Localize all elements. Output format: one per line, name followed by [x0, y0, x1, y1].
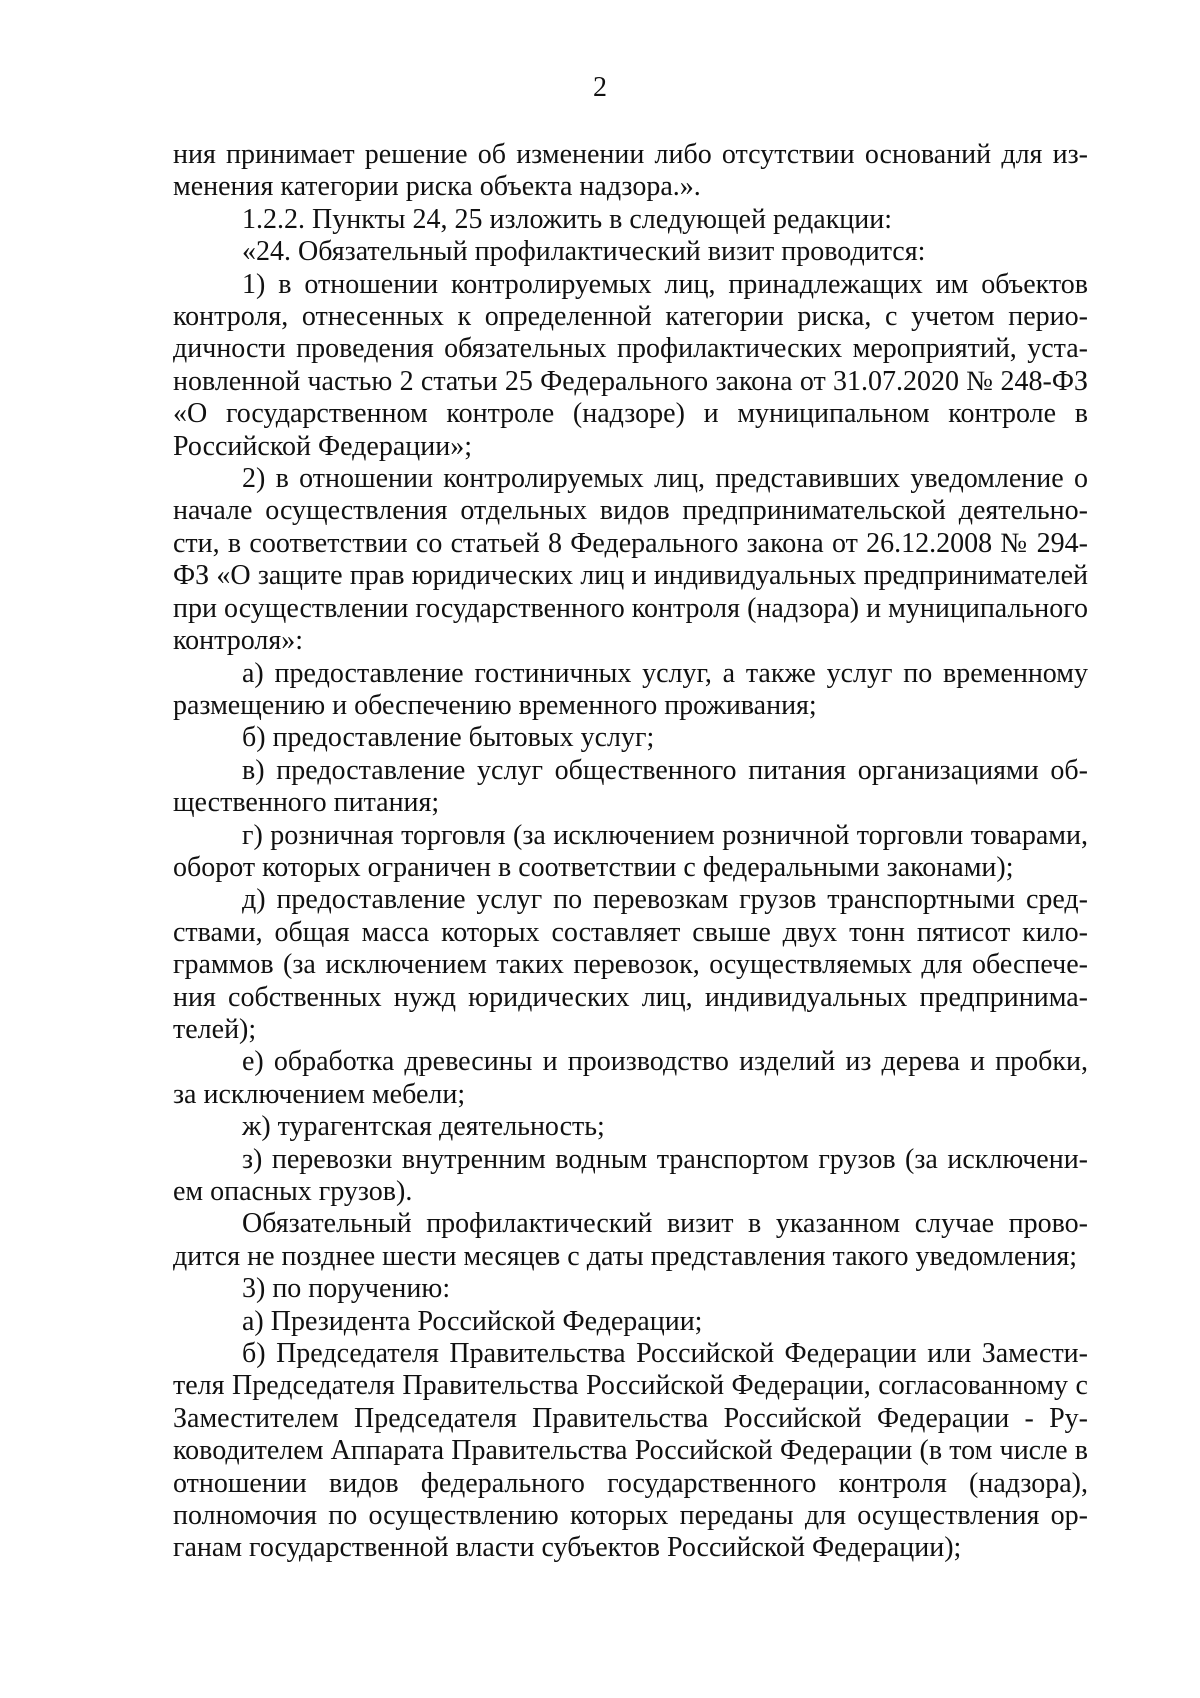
paragraph: г) розничная торговля (за исключением розничной торговли товарами, оборот которых ограничен в соответствии с федеральными законами); [173, 819, 1088, 883]
paragraph: 3) по поручению: [242, 1273, 451, 1305]
paragraph: в) предоставление услуг общественного питания организациями общественного питания; [173, 754, 1088, 819]
paragraph: б) Председателя Правительства Российской Федерации или Заместителя Председателя Правительства Российской Федерации, согласованному с Заместителем Председателя Правительства Российской Федерации - Руководителем Аппарата Правительства Российской Федерации (в том числе в отношении видов федерального государственного контроля (надзора), полномочия по осуществлению которых переданы для осуществления органам государственной власти субъектов Российской Федерации); [173, 1338, 1088, 1564]
paragraph: а) Президента Российской Федерации; [242, 1305, 703, 1337]
paragraph: з) перевозки внутренним водным транспортом грузов (за исключением опасных грузов). [173, 1143, 1088, 1207]
paragraph: ния принимает решение об изменении либо отсутствии оснований для изменения категории риска объекта надзора.». [173, 139, 1088, 203]
paragraph: 1) в отношении контролируемых лиц, принадлежащих им объектов контроля, отнесенных к определенной категории риска, с учетом периодичности проведения обязательных профилактических мероприятий, установленной частью 2 статьи 25 Федерального закона от 31.07.2020 № 248-ФЗ «О государственном контроле (надзоре) и муниципальном контроле в Российской Федерации»; [173, 268, 1088, 462]
paragraph: 1.2.2. Пункты 24, 25 изложить в следующей редакции: [242, 203, 893, 235]
document-body [173, 139, 1088, 1565]
paragraph: б) предоставление бытовых услуг; [242, 722, 655, 754]
page-number: 2 [593, 72, 607, 103]
paragraph: д) предоставление услуг по перевозкам грузов транспортными средствами, общая масса которых составляет свыше двух тонн пятисот килограммов (за исключением таких перевозок, осуществляемых для обеспечения собственных нужд юридических лиц, индивидуальных предпринимателей); [173, 884, 1088, 1045]
paragraph: Обязательный профилактический визит в указанном случае проводится не позднее шести месяцев с даты представления такого уведомления; [173, 1208, 1088, 1272]
paragraph: ж) турагентская деятельность; [242, 1111, 605, 1143]
paragraph: а) предоставление гостиничных услуг, а также услуг по временному размещению и обеспечению временного проживания; [173, 657, 1088, 721]
paragraph: е) обработка древесины и производство изделий из дерева и пробки, за исключением мебели; [173, 1046, 1088, 1110]
paragraph: «24. Обязательный профилактический визит проводится: [242, 236, 926, 268]
paragraph: 2) в отношении контролируемых лиц, представивших уведомление о начале осуществления отдельных видов предпринимательской деятельности, в соответствии со статьей 8 Федерального закона от 26.12.2008 № 294-ФЗ «О защите прав юридических лиц и индивидуальных предпринимателей при осуществлении государственного контроля (надзора) и муниципального контроля»: [173, 463, 1088, 657]
